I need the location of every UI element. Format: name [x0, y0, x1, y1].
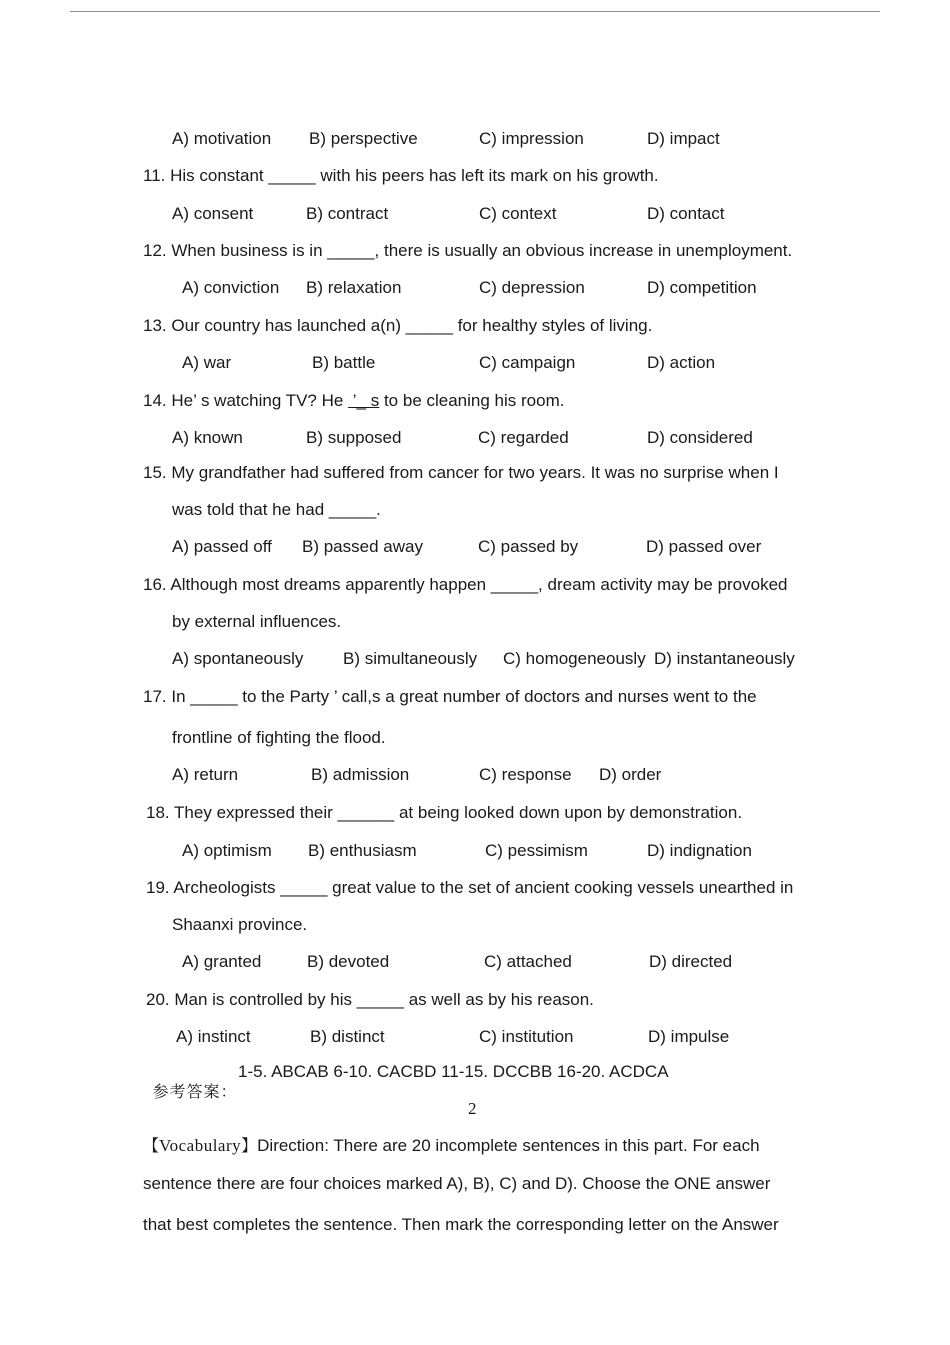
- question-20-stem: 20. Man is controlled by his _____ as well as by his reason.: [146, 990, 594, 1009]
- question-16-stem-line2: by external influences.: [172, 612, 342, 631]
- answer-key: [143, 1062, 669, 1122]
- option-c: C) passed by: [478, 537, 579, 556]
- option-d: D) indignation: [647, 841, 752, 860]
- question-16-stem-line1: 16. Although most dreams apparently happen _____, dream activity may be provoked: [143, 575, 788, 594]
- question-17-stem-line2: frontline of fighting the flood.: [172, 728, 386, 747]
- option-d: D) directed: [649, 952, 733, 971]
- option-c: C) depression: [479, 278, 585, 297]
- option-c: C) attached: [484, 952, 572, 971]
- option-a: A) consent: [172, 204, 254, 223]
- vocabulary-direction-line3: that best completes the sentence. Then mark the corresponding letter on the Answer: [143, 1215, 779, 1234]
- option-b: B) admission: [311, 765, 410, 784]
- vocabulary-direction-line1: [143, 1136, 760, 1156]
- bracket-open: 【: [143, 1136, 160, 1155]
- answer-key-label: 参考答案：: [152, 1082, 238, 1101]
- option-a: A) conviction: [182, 278, 280, 297]
- question-17-stem-line1: 17. In _____ to the Party ’ call,s a great number of doctors and nurses went to the: [143, 687, 757, 706]
- header-rule: [70, 11, 880, 12]
- option-b: B) perspective: [309, 129, 418, 148]
- vocabulary-direction-line2: sentence there are four choices marked A), B), C) and D). Choose the ONE answer: [143, 1174, 771, 1193]
- option-b: B) battle: [312, 353, 376, 372]
- stem-blank: ’_ s: [348, 391, 380, 410]
- question-18-stem: 18. They expressed their ______ at being looked down upon by demonstration.: [146, 803, 743, 822]
- option-c: C) context: [479, 204, 557, 223]
- question-15-stem-line1: 15. My grandfather had suffered from cancer for two years. It was no surprise when I: [143, 463, 779, 482]
- option-b: B) enthusiasm: [308, 841, 417, 860]
- option-c: C) pessimism: [485, 841, 588, 860]
- option-a: A) optimism: [182, 841, 272, 860]
- option-a: A) motivation: [172, 129, 272, 148]
- answer-key-text: 1-5. ABCAB 6-10. CACBD 11-15. DCCBB 16-20. ACDCA: [238, 1062, 669, 1081]
- option-b: B) devoted: [307, 952, 390, 971]
- question-15-stem-line2: was told that he had _____.: [172, 500, 381, 519]
- option-c: C) institution: [479, 1027, 574, 1046]
- option-c: C) campaign: [479, 353, 576, 372]
- option-a: A) instinct: [176, 1027, 251, 1046]
- question-12-stem: 12. When business is in _____, there is usually an obvious increase in unemployment.: [143, 241, 793, 260]
- option-d: D) impact: [647, 129, 720, 148]
- stem-before: 14. He’ s watching TV? He: [143, 391, 349, 410]
- option-b: B) passed away: [302, 537, 423, 556]
- option-a: A) war: [182, 353, 232, 372]
- option-b: B) supposed: [306, 428, 402, 447]
- section-title: Vocabulary: [159, 1136, 242, 1155]
- option-d: D) action: [647, 353, 716, 372]
- option-c: C) homogeneously: [503, 649, 646, 668]
- option-a: A) known: [172, 428, 243, 447]
- option-d: D) order: [599, 765, 662, 784]
- option-d: D) contact: [647, 204, 725, 223]
- option-d: D) considered: [647, 428, 753, 447]
- option-a: A) return: [172, 765, 239, 784]
- question-19-stem-line1: 19. Archeologists _____ great value to the set of ancient cooking vessels unearthed in: [146, 878, 794, 897]
- option-a: A) granted: [182, 952, 262, 971]
- option-c: C) response: [479, 765, 572, 784]
- option-a: A) passed off: [172, 537, 272, 556]
- option-b: B) contract: [306, 204, 389, 223]
- stem-after: to be cleaning his room.: [379, 391, 565, 410]
- option-d: D) passed over: [646, 537, 762, 556]
- option-d: D) instantaneously: [654, 649, 795, 668]
- direction-text: Direction: There are 20 incomplete sentences in this part. For each: [257, 1136, 760, 1155]
- question-19-stem-line2: Shaanxi province.: [172, 915, 308, 934]
- page-number: 2: [468, 1099, 477, 1118]
- question-14-stem: [143, 391, 564, 411]
- option-d: D) impulse: [648, 1027, 730, 1046]
- option-d: D) competition: [647, 278, 757, 297]
- option-b: B) simultaneously: [343, 649, 478, 668]
- option-c: C) impression: [479, 129, 584, 148]
- option-b: B) distinct: [310, 1027, 385, 1046]
- option-a: A) spontaneously: [172, 649, 304, 668]
- question-13-stem: 13. Our country has launched a(n) _____ for healthy styles of living.: [143, 316, 653, 335]
- bracket-close: 】: [241, 1136, 258, 1155]
- option-b: B) relaxation: [306, 278, 402, 297]
- question-11-stem: 11. His constant _____ with his peers has left its mark on his growth.: [143, 166, 659, 185]
- option-c: C) regarded: [478, 428, 569, 447]
